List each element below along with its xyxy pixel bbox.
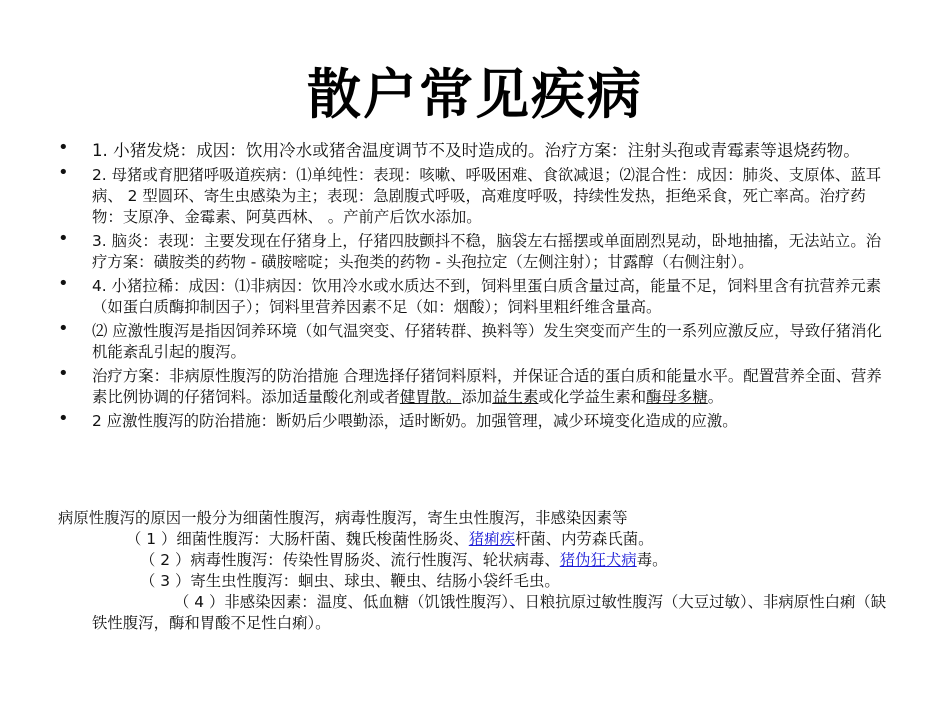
page-title: 散户常见疾病 xyxy=(307,63,643,126)
pathogenic-intro: 病原性腹泻的原因一般分为细菌性腹泻，病毒性腹泻，寄生虫性腹泻，非感染因素等 xyxy=(58,509,628,527)
bullet-icon: • xyxy=(58,137,69,158)
bullet-icon: • xyxy=(58,408,69,429)
cause-item-4: （ 4 ）非感染因素：温度、低血糖（饥饿性腹泻）、日粮抗原过敏性腹泻（大豆过敏）、非病原性白痢（缺铁性腹泻，酶和胃酸不足性白痢）。 xyxy=(92,593,887,632)
list-item-text: 2. 母猪或育肥猪呼吸道疾病：⑴单纯性：表现：咳嗽、呼吸困难、食欲减退；⑵混合性：成因：肺炎、支原体、蓝耳病、 2 型圆环、寄生虫感染为主；表现：急剧腹式呼吸，高难度呼吸，持续性发热，拒绝采食，死亡率高。治疗药物：支原净、金霉素、阿莫西林、 。产前产后饮水添加。 xyxy=(92,166,882,226)
list-item-text: 3. 脑炎：表现：主要发现在仔猪身上，仔猪四肢颤抖不稳，脑袋左右摇摆或单面剧烈晃动，卧地抽搐，无法站立。治疗方案：磺胺类的药物 - 磺胺嘧啶；头孢类的药物 - 头孢拉定（左侧注射）；甘露醇（右侧注射）。 xyxy=(92,232,882,271)
list-item xyxy=(58,363,894,408)
underlined-term: 健胃散。 xyxy=(399,388,462,406)
list-item xyxy=(58,162,894,228)
list-item xyxy=(58,318,894,363)
list-item xyxy=(58,137,894,162)
list-item-text: 4. 小猪拉稀：成因：⑴非病因：饮用冷水或水质达不到，饲料里蛋白质含量过高，能量不足，饲料里含有抗营养元素（如蛋白质酶抑制因子）；饲料里营养因素不足（如：烟酸）；饲料里粗纤维含量高。 xyxy=(92,277,882,316)
list-item xyxy=(58,228,894,273)
cause-item-3: （ 3 ）寄生虫性腹泻：蛔虫、球虫、鞭虫、结肠小袋纤毛虫。 xyxy=(140,572,560,590)
list-item-text: 1. 小猪发烧：成因：饮用冷水或猪舍温度调节不及时造成的。治疗方案：注射头孢或青霉素等退烧药物。 xyxy=(92,141,860,160)
swine-dysentery-link[interactable]: 猪痢疾 xyxy=(468,530,515,548)
bullet-icon: • xyxy=(58,318,69,339)
bullet-icon: • xyxy=(58,363,69,384)
treatment-text: 治疗方案：非病原性腹泻的防治措施 合理选择仔猪饲料原料，并保证合适的蛋白质和能量水平。配置营养全面、营养素比例协调的仔猪饲料。添加适量酸化剂或者健胃散。添加益生素或化学益生素和酶母多糖。 xyxy=(92,367,882,406)
list-item xyxy=(58,408,894,432)
list-item-text: 2 应激性腹泻的防治措施：断奶后少喂勤添，适时断奶。加强管理，减少环境变化造成的应激。 xyxy=(92,412,738,430)
cause-item-2: （ 2 ）病毒性腹泻：传染性胃肠炎、流行性腹泻、轮状病毒、猪伪狂犬病毒。 xyxy=(140,551,668,569)
bullet-icon: • xyxy=(58,162,69,183)
list-item xyxy=(58,273,894,318)
pseudorabies-link[interactable]: 猪伪狂犬病 xyxy=(559,551,637,569)
cause-item-1: （ 1 ）细菌性腹泻：大肠杆菌、魏氏梭菌性肠炎、猪痢疾杆菌、内劳森氏菌。 xyxy=(126,530,654,548)
list-item-text: ⑵ 应激性腹泻是指因饲养环境（如气温突变、仔猪转群、换料等）发生突变而产生的一系列应激反应，导致仔猪消化机能紊乱引起的腹泻。 xyxy=(92,322,882,361)
underlined-term: 益生素 xyxy=(492,388,539,406)
bullet-icon: • xyxy=(58,228,69,249)
content-body xyxy=(58,137,894,435)
bullet-icon: • xyxy=(58,273,69,294)
underlined-term: 酶母多糖 xyxy=(646,388,708,406)
